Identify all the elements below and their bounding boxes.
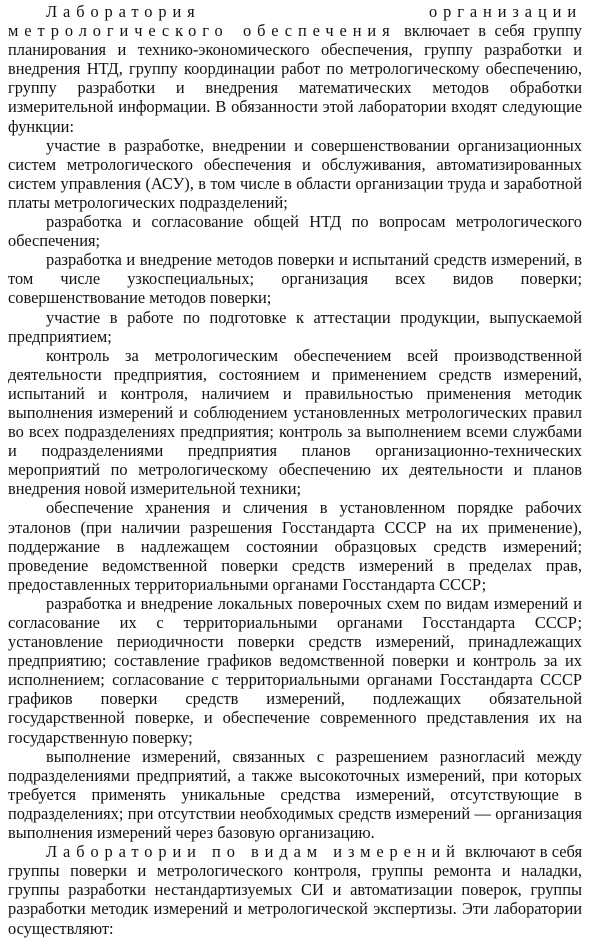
paragraph-1 (8, 2, 582, 136)
paragraph-text: участие в разработке, внедрении и совершенствовании организационных систем метрологического обеспечения и обслуживания, автоматизированных систем управления (АСУ), в том числе в области организации труда и заработной платы метрологических подразделений; (8, 135, 582, 212)
paragraph-10 (8, 842, 582, 937)
paragraph-2 (8, 136, 582, 212)
paragraph-text: разработка и внедрение методов поверки и испытаний средств измерений, в том числе узкоспециальных; организация всех видов поверки; совершенствование методов поверки; (8, 250, 582, 308)
paragraph-7 (8, 498, 582, 593)
spaced-heading-metrology-lab: Лаборатория организации метрологического обеспечения (8, 2, 582, 41)
paragraph-8 (8, 594, 582, 747)
paragraph-text: включает в себя группу планирования и технико-экономического обеспечения, группу разработки и внедрения НТД, группу координации работ по метрологическому обеспечению, группу разработки и внедрения математических методов обработки измерительной информации. В обязанности этой лаборатории входят следующие функции: (8, 21, 582, 136)
paragraph-text: разработка и согласование общей НТД по вопросам метрологического обеспечения; (8, 212, 582, 251)
paragraph-text: участие в работе по подготовке к аттестации продукции, выпускаемой предприятием; (8, 307, 582, 346)
paragraph-9 (8, 747, 582, 842)
paragraph-text: обеспечение хранения и сличения в установленном порядке рабочих эталонов (при наличии разрешения Госстандарта СССР на их применение), поддержание в надлежащем состоянии образцовых средств измерений; проведение ведомственной поверки средств измерений в пределах прав, предоставленных территориальными органами Госстандарта СССР; (8, 498, 582, 594)
paragraph-text: выполнение измерений, связанных с разрешением разногласий между подразделениями предприятий, а также высокоточных измерений, при которых требуется применять уникальные средства измерений, отсутствующие в подразделениях; при отсутствии необходимых средств измерений — организация выполнения измерений через базовую организацию. (8, 746, 582, 843)
paragraph-5 (8, 308, 582, 346)
paragraph-6 (8, 346, 582, 499)
spaced-heading-measurement-labs: Лаборатории по видам измерений (46, 842, 461, 862)
paragraph-4 (8, 250, 582, 307)
paragraph-text: разработка и внедрение локальных поверочных схем по видам измерений и согласование их с территориальными органами Госстандарта СССР; установление периодичности поверки средств измерений, принадлежащих предприятию; составление графиков ведомственной поверки и контроль за их исполнением; согласование с территориальными органами Госстандарта СССР графиков поверки средств измерений, подлежащих обязательной государственной поверке, и обеспечение современного представления их на государственную поверку; (8, 593, 582, 747)
paragraph-text: контроль за метрологическим обеспечением всей производственной деятельности предприятия, состоянием и применением средств измерений, испытаний и контроля, наличием и правильностью применения методик выполнения измерений и соблюдением установленных метрологических правил во всех подразделениях предприятия; контроль за выполнением всеми службами и подразделениями предприятия планов организационно-технических мероприятий по метрологическому обеспечению их деятельности и планов внедрения новой измерительной техники; (8, 345, 582, 499)
paragraph-text: включают в себя группы поверки и метрологического контроля, группы ремонта и наладки, группы разработки нестандартизуемых СИ и автоматизации поверок, группы разработки методик измерений и метрологической экспертизы. Эти лаборатории осуществляют: (8, 842, 582, 938)
paragraph-3 (8, 212, 582, 250)
